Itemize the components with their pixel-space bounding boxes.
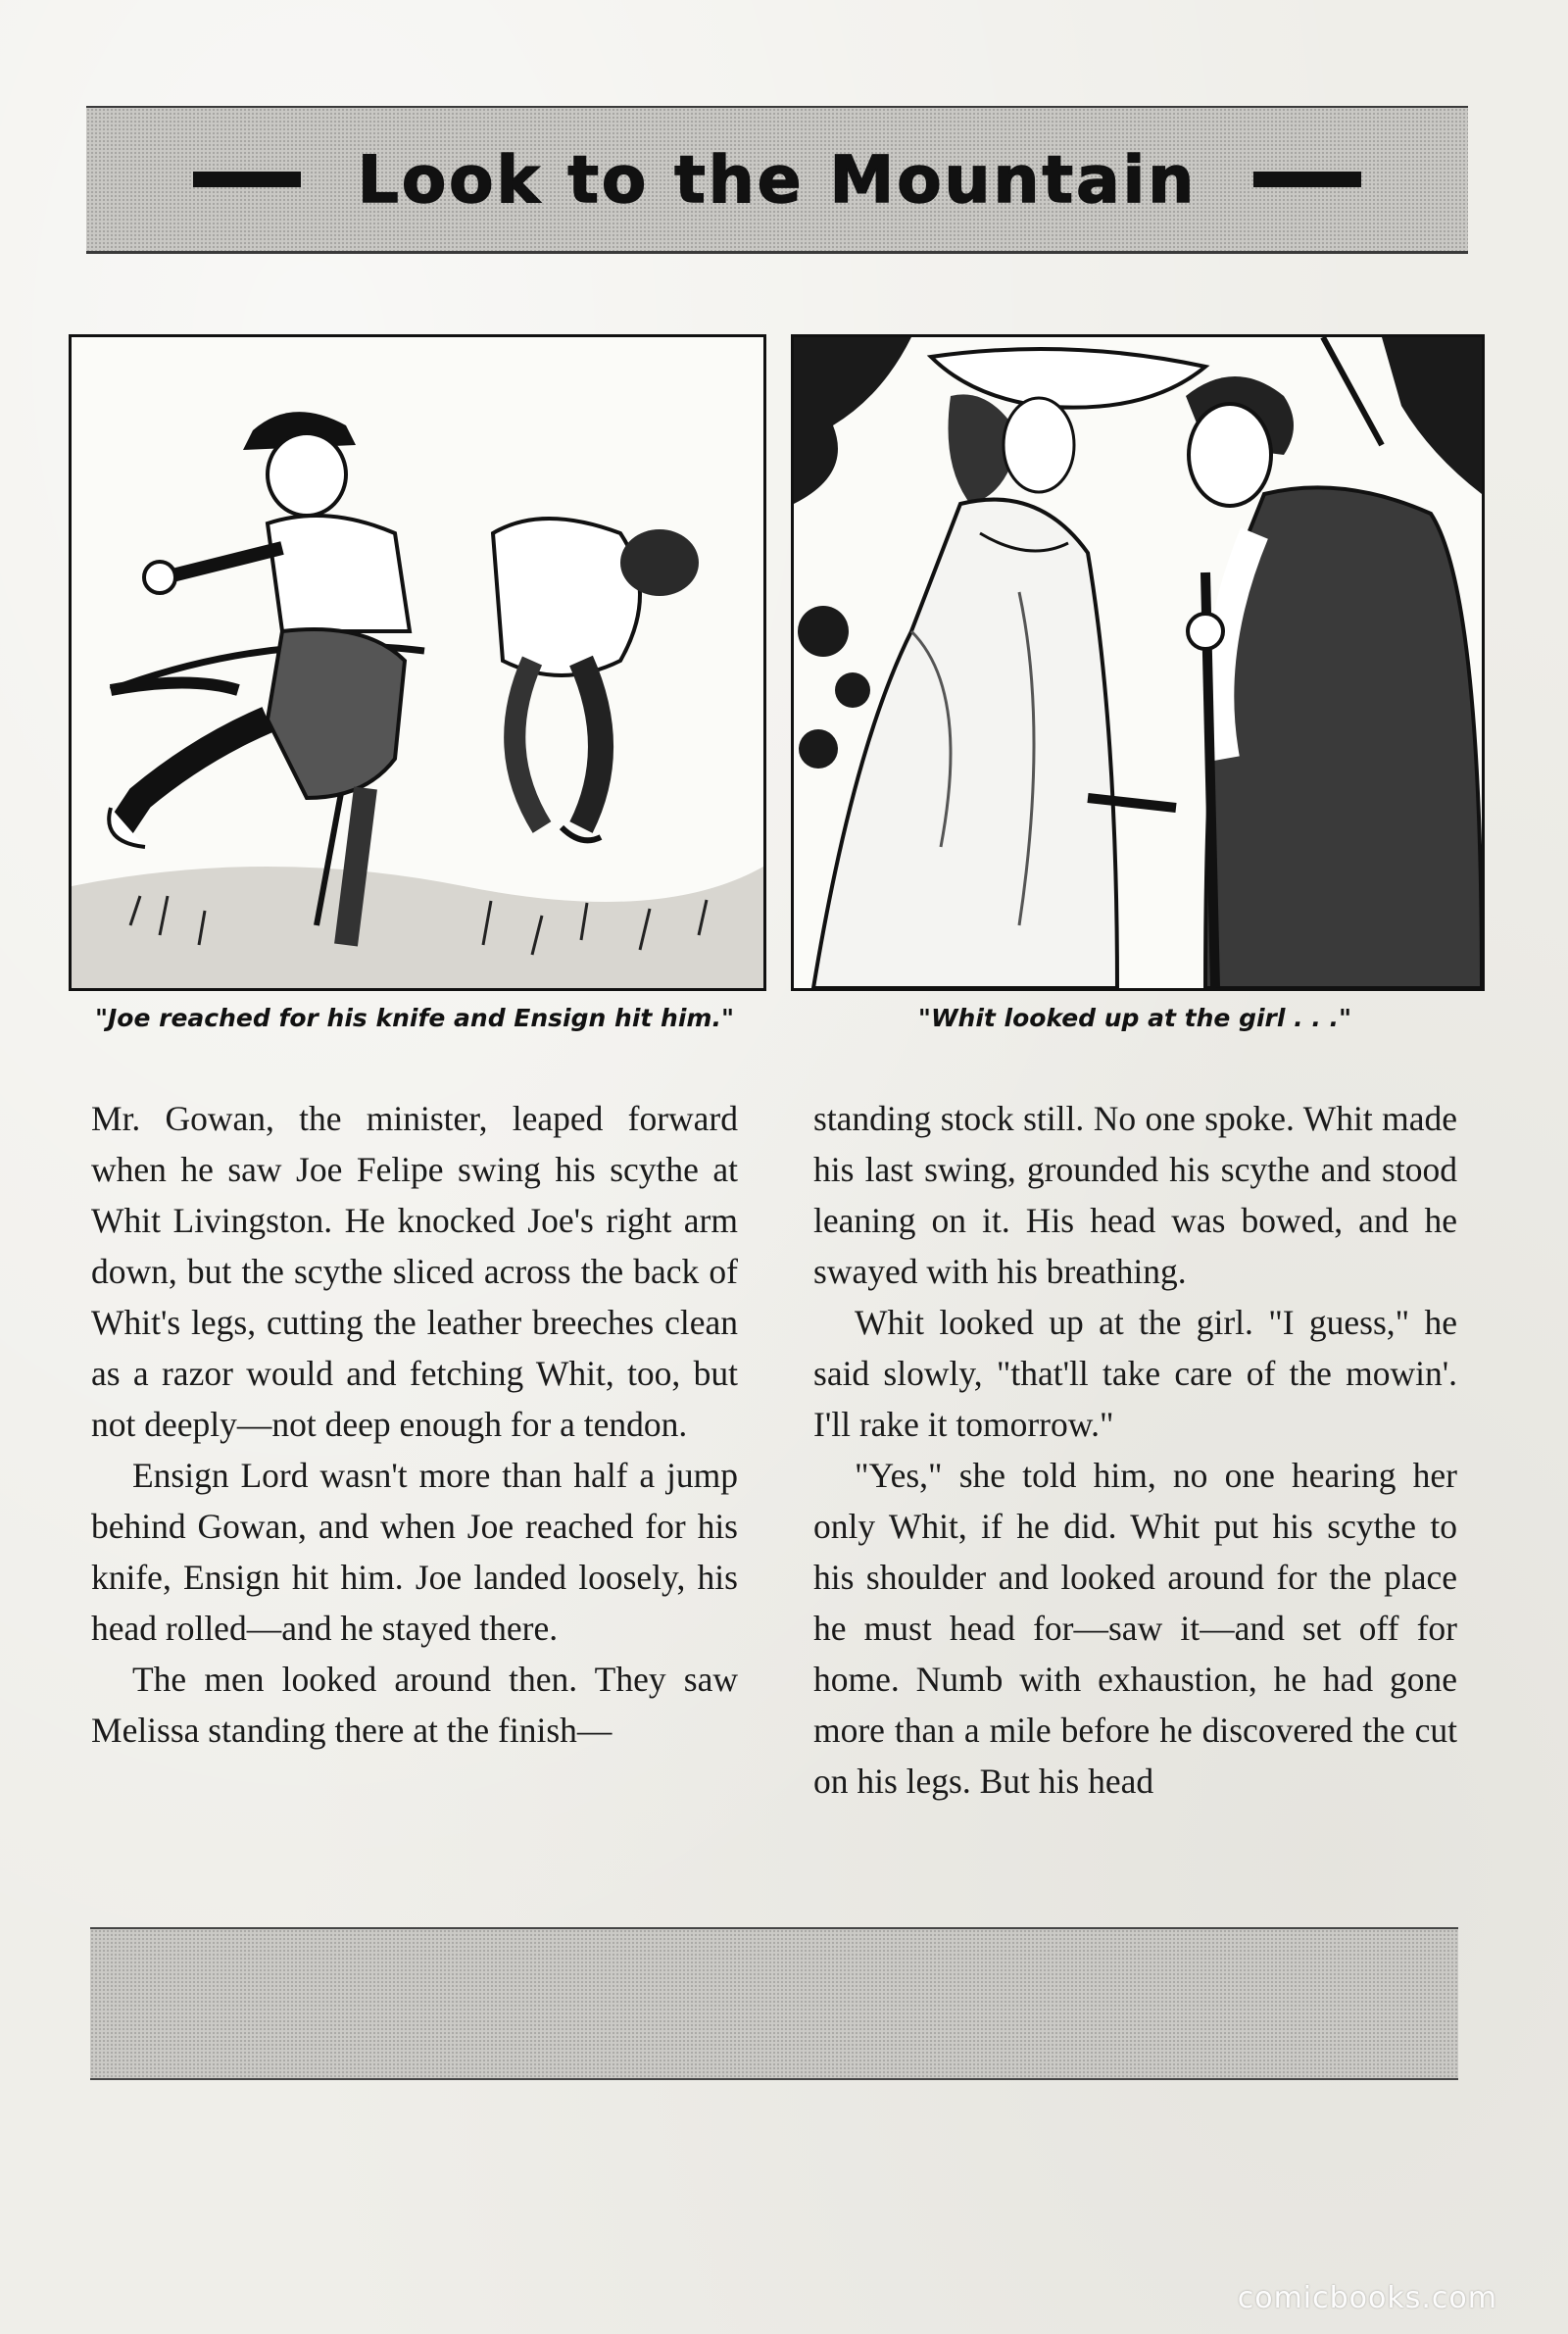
banner-dash-left	[193, 172, 301, 187]
fight-scene-illustration	[69, 334, 766, 991]
illustration-caption: "Whit looked up at the girl . . ."	[917, 1004, 1352, 1032]
page-title: Look to the Mountain	[357, 141, 1198, 218]
paragraph: "Yes," she told him, no one hearing her only Whit, if he did. Whit put his scythe to his shoulder and looked around for the place he must head for—saw it—and set off for home. Numb with exhaustion, he had gone more than a mile before he discovered the cut on his legs. But his head	[813, 1456, 1457, 1801]
title-banner	[86, 106, 1468, 254]
couple-scene-illustration	[791, 334, 1485, 991]
footer-halftone-box	[90, 1927, 1458, 2080]
body-column-right	[813, 1093, 1457, 1807]
paragraph: The men looked around then. They saw Melissa standing there at the finish—	[91, 1660, 738, 1750]
banner-dash-right	[1253, 172, 1361, 187]
paragraph: Whit looked up at the girl. "I guess," he said slowly, "that'll take care of the mowin'. I'll rake it tomorrow."	[813, 1303, 1457, 1444]
paragraph: standing stock still. No one spoke. Whit made his last swing, grounded his scythe and stood leaning on it. His head was bowed, and he swayed with his breathing.	[813, 1099, 1457, 1291]
illustration-caption: "Joe reached for his knife and Ensign hit him."	[94, 1004, 734, 1032]
body-column-left	[91, 1093, 738, 1756]
paragraph: Mr. Gowan, the minister, leaped forward when he saw Joe Felipe swing his scythe at Whit Livingston. He knocked Joe's right arm down, but the scythe sliced across the back of Whit's legs, cutting the leather breeches clean as a razor would and fetching Whit, too, but not deeply—not deep enough for a tendon.	[91, 1099, 738, 1444]
watermark: comicbooks.com	[1237, 2281, 1497, 2315]
paragraph: Ensign Lord wasn't more than half a jump behind Gowan, and when Joe reached for his knife, Ensign hit him. Joe landed loosely, his head rolled—and he stayed there.	[91, 1456, 738, 1648]
